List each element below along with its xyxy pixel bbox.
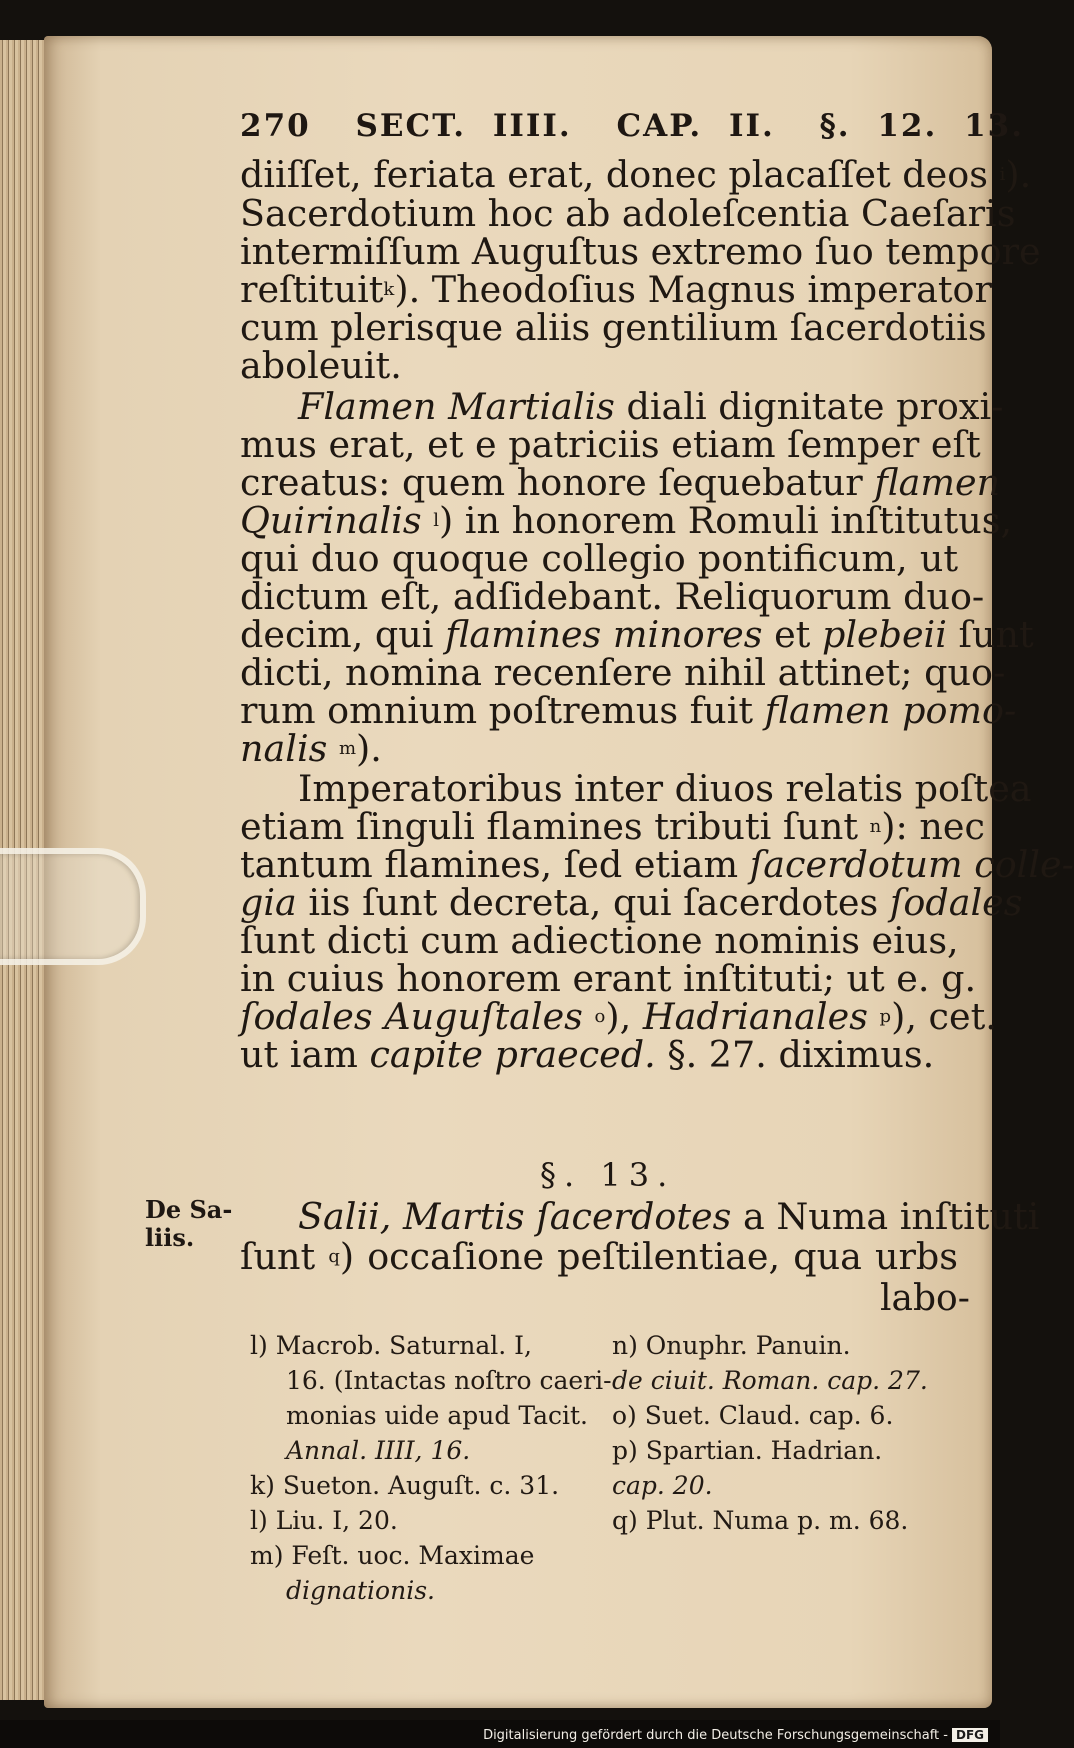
line-text: decim, qui [240, 613, 434, 656]
margin-note [145, 1196, 232, 1252]
line-text: plebeii [821, 613, 947, 656]
footnote-ref: n [869, 816, 882, 837]
line-text: capite praeced. [369, 1033, 656, 1076]
footnote-ref: q [328, 1246, 340, 1267]
margin-note-line: De Sa- [145, 1195, 233, 1224]
footnote-ref: k [383, 279, 395, 300]
line-text: Hadrianales [642, 995, 868, 1038]
footnote: m) Feſt. uoc. Maximae [250, 1541, 535, 1570]
footnote-ref: i [999, 164, 1006, 185]
footnote: q) Plut. Numa p. m. 68. [612, 1506, 909, 1535]
line-text: ſunt [240, 1235, 316, 1278]
text-line [240, 613, 1034, 656]
footnote: l) Macrob. Saturnal. I, [250, 1331, 532, 1360]
line-text: ). [356, 727, 382, 770]
line-text: ſodales [889, 881, 1023, 924]
line-text: diiſſet, feriata erat, donec placaſſet deos [240, 153, 988, 196]
page-number: 270 [240, 108, 311, 144]
footnote: de ciuit. Roman. cap. 27. [612, 1366, 928, 1395]
line-text: Salii, Martis ſacerdotes [298, 1195, 732, 1238]
footnote: cap. 20. [612, 1471, 713, 1500]
footnote-ref: m [338, 738, 357, 759]
text-line [240, 153, 1032, 196]
dfg-logo: DFG [952, 1728, 988, 1742]
text-line [240, 461, 1001, 504]
text-line: qui duo quoque collegio pontificum, ut [240, 537, 958, 580]
text-line: dicti, nomina recenſere nihil attinet; quo- [240, 651, 1006, 694]
text-line [240, 268, 992, 311]
line-text: a Numa inſtituti [742, 1195, 1040, 1238]
footnote: 16. (Intactas noſtro caeri- [286, 1366, 612, 1395]
header-section: SECT. IIII. [355, 108, 572, 144]
text-line: Imperatoribus inter diuos relatis poſtea [298, 767, 1032, 810]
text-line: intermiſſum Auguſtus extremo ſuo tempore [240, 230, 1041, 273]
line-text: ). Theodoſius Magnus imperator [394, 268, 992, 311]
footnotes-left [250, 1328, 612, 1608]
footnotes-right [612, 1328, 928, 1538]
line-text: flamen pomo- [764, 689, 1017, 732]
footnote: k) Sueton. Auguſt. c. 31. [250, 1471, 560, 1500]
footnote-ref: p [879, 1006, 892, 1027]
section-heading: §. 13. [540, 1156, 676, 1194]
footnote: dignationis. [286, 1576, 435, 1605]
text-line: aboleuit. [240, 344, 402, 387]
line-text: etiam ſinguli flamines tributi ſunt [240, 805, 859, 848]
footer-credit-text: Digitalisierung gefördert durch die Deutsche Forschungsgemeinschaft - [483, 1728, 948, 1743]
line-text: ). [1005, 153, 1032, 196]
line-text: iis ſunt decreta, qui ſacerdotes [308, 881, 879, 924]
text-line [240, 995, 997, 1038]
line-text: et [774, 613, 811, 656]
footnote: p) Spartian. Hadrian. [612, 1436, 883, 1465]
line-text: flamen [874, 461, 1001, 504]
text-line: ſunt dicti cum adiectione nominis eius, [240, 919, 959, 962]
line-text: Quirinalis [240, 499, 422, 542]
footer-credit [483, 1728, 988, 1743]
line-text: creatus: quem honore ſequebatur [240, 461, 863, 504]
catchword: labo- [880, 1278, 970, 1319]
line-text: tantum flamines, ſed etiam [240, 843, 739, 886]
line-text: ) occaſione peſtilentiae, qua urbs [339, 1235, 958, 1278]
footnote: n) Onuphr. Panuin. [612, 1331, 851, 1360]
line-text: ut iam [240, 1033, 358, 1076]
digitization-footer [0, 1720, 1000, 1748]
running-header [240, 108, 1042, 144]
text-line [240, 843, 1074, 886]
footnote: o) Suet. Claud. cap. 6. [612, 1401, 894, 1430]
footnote: l) Liu. I, 20. [250, 1506, 398, 1535]
line-text: §. 27. diximus. [667, 1033, 935, 1076]
line-text: ), cet. [891, 995, 997, 1038]
line-text: ſunt [958, 613, 1034, 656]
text-line: mus erat, et e patriciis etiam ſemper eſt [240, 423, 981, 466]
line-text: nalis [240, 727, 328, 770]
line-text: rum omnium poſtremus fuit [240, 689, 754, 732]
footnote-ref: o [594, 1006, 606, 1027]
line-text: Flamen Martialis [298, 385, 615, 428]
text-line: dictum eſt, adſidebant. Reliquorum duo- [240, 575, 985, 618]
header-chapter: CAP. II. [616, 108, 775, 144]
line-text: ): nec [881, 805, 985, 848]
footnote: Annal. IIII, 16. [286, 1436, 471, 1465]
text-line [240, 805, 985, 848]
text-line [240, 1236, 958, 1277]
text-line [240, 728, 958, 769]
text-line [240, 1034, 958, 1075]
line-text: ſacerdotum colle- [749, 843, 1074, 886]
text-line [240, 385, 1004, 428]
text-line: in cuius honorem erant inſtituti; ut e. g. [240, 957, 977, 1000]
text-line: cum plerisque aliis gentilium ſacerdotiis [240, 306, 987, 349]
text-line [240, 689, 1017, 732]
line-text: ) in honorem Romuli inſtitutus, [438, 499, 1013, 542]
line-text: diali dignitate proxi- [626, 385, 1004, 428]
text-line [240, 499, 1013, 542]
line-text: ſodales Auguſtales [240, 995, 583, 1038]
footnote-ref: l [433, 510, 439, 531]
text-line [240, 1195, 1040, 1238]
text-line [240, 881, 1023, 924]
line-text: gia [240, 881, 297, 924]
line-text: reſtituit [240, 268, 384, 311]
line-text: flamines minores [445, 613, 763, 656]
footnote: monias uide apud Tacit. [286, 1401, 588, 1430]
text-line: Sacerdotium hoc ab adoleſcentia Caeſaris [240, 192, 1016, 235]
page-clip [0, 848, 146, 965]
line-text: ), [605, 995, 632, 1038]
margin-note-line: liis. [145, 1223, 195, 1252]
header-paragraphs: §. 12. 13. [819, 108, 1025, 144]
